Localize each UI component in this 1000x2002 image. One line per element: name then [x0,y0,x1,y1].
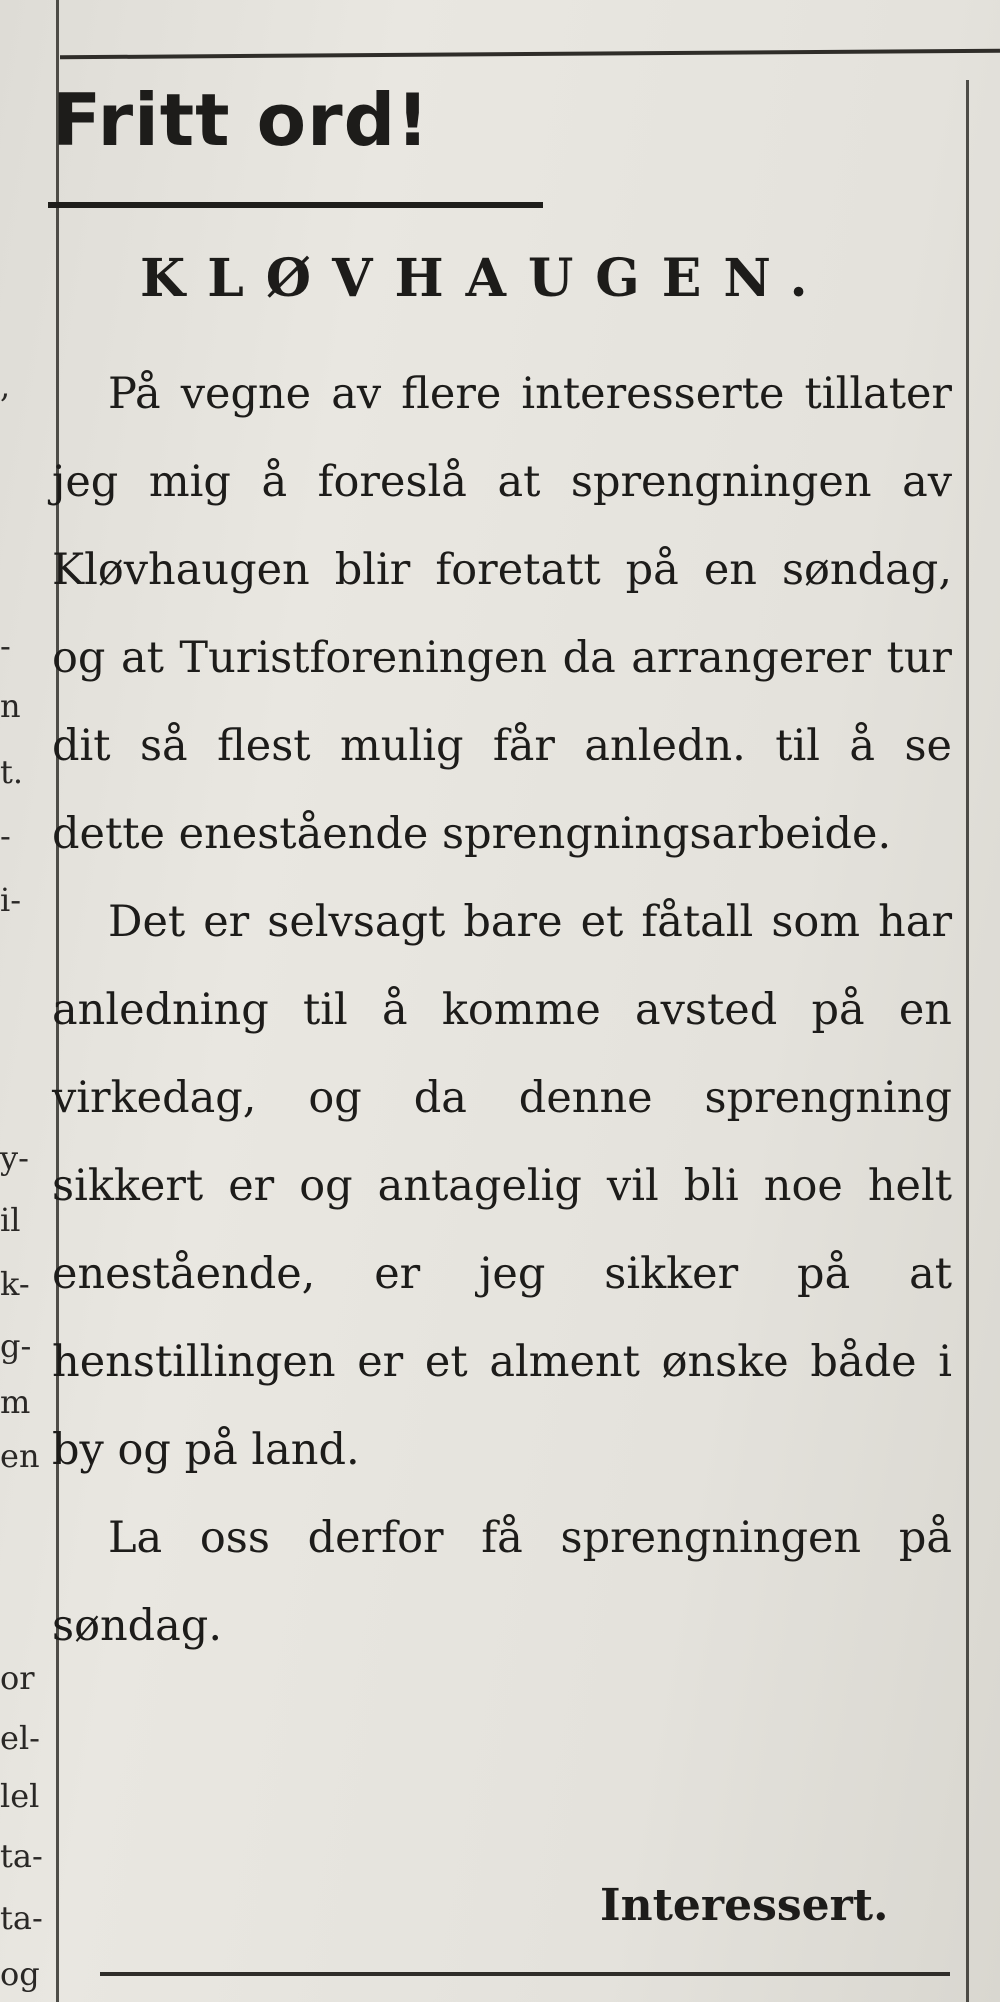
column-fragment: - [0,817,11,855]
title-underline [48,202,543,208]
column-fragment: il [0,1201,21,1239]
column-fragment: el- [0,1719,40,1757]
article-paragraph: Det er selvsagt bare et fåtall som har anledning til å komme avsted på en virkedag, og da denne sprengning sikkert er og antagelig vil bli noe helt enestående, er jeg sikker på at henstillingen er et alment ønske både i by og på land. [52,897,952,1475]
column-fragment: en [0,1437,40,1475]
bottom-rule [100,1972,950,1976]
column-fragment: t. [0,753,24,791]
column-fragment: n [0,687,21,725]
column-fragment: y- [0,1139,29,1177]
article-paragraph: På vegne av flere interesserte tillater jeg mig å foreslå at sprengningen av Kløvhaugen blir foretatt på en søndag, og at Turistforeningen da arrangerer tur dit så flest mulig får anledn. til å se dette enestående sprengningsarbeide. [52,369,952,859]
column-fragment: , [0,367,11,405]
adjacent-column-fragments [0,0,44,2002]
column-fragment: m [0,1383,31,1421]
article-signature: Interessert. [600,1880,889,1931]
article-paragraph: La oss derfor få sprengningen på søndag. [52,1513,952,1651]
column-fragment: or [0,1659,35,1697]
article-body [52,350,952,1670]
column-fragment: lel [0,1777,40,1815]
column-fragment: i- [0,881,22,919]
article-headline: KLØVHAUGEN. [140,248,830,309]
column-rule-right [966,80,969,2002]
column-fragment: ta- [0,1837,43,1875]
column-fragment: ta- [0,1899,43,1937]
column-fragment: k- [0,1265,30,1303]
column-fragment: - [0,627,11,665]
section-title: Fritt ord! [52,78,431,162]
top-rule [60,49,1000,60]
column-fragment: g- [0,1327,32,1365]
column-fragment: og [0,1955,40,1993]
